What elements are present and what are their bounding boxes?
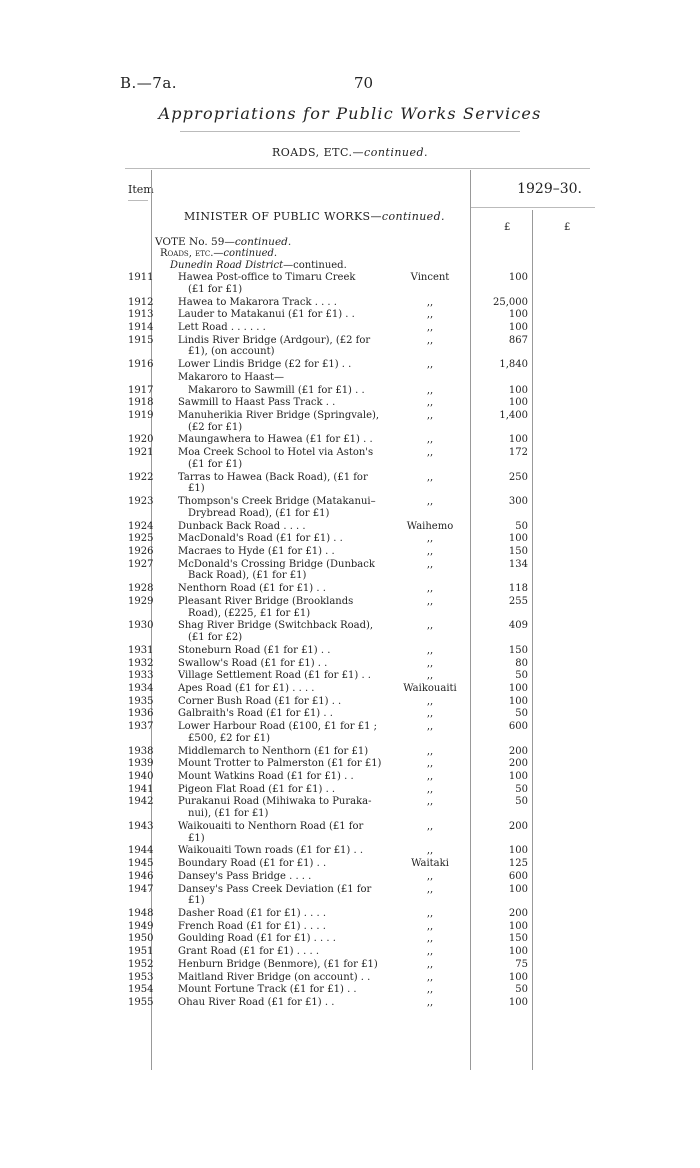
amount: 100 xyxy=(508,845,528,857)
amount: 200 xyxy=(508,745,528,757)
amount: 150 xyxy=(508,644,528,656)
electorate: ,, xyxy=(426,670,434,682)
electorate: ,, xyxy=(426,820,434,832)
description-line: Lower Harbour Road (£100, £1 for £1 ; xyxy=(178,721,378,733)
amount: 150 xyxy=(508,546,528,557)
electorate: ,, xyxy=(426,695,434,707)
amount: 250 xyxy=(508,471,528,483)
vote-heading: VOTE No. 59—continued. xyxy=(155,236,292,248)
description-line: Dasher Road (£1 for £1) . . . . xyxy=(178,908,327,919)
item-description xyxy=(178,372,382,384)
description-line: Stoneburn Road (£1 for £1) . . xyxy=(178,644,331,656)
year-rule xyxy=(470,207,595,208)
item-description xyxy=(178,784,382,796)
electorate: ,, xyxy=(426,933,434,945)
pound-header-2: £ xyxy=(564,222,571,233)
electorate: ,, xyxy=(426,845,434,857)
description-line: Grant Road (£1 for £1) . . . . xyxy=(178,946,320,958)
amount: 125 xyxy=(508,858,528,870)
description-line: Mount Trotter to Palmerston (£1 for £1) xyxy=(178,758,382,770)
amount: 100 xyxy=(508,321,528,333)
item-description xyxy=(178,683,382,695)
electorate: ,, xyxy=(426,321,434,333)
item-number: 1936 xyxy=(128,708,154,720)
description-line: Maungawhera to Hawea (£1 for £1) . . xyxy=(178,434,373,446)
description-line: £1), (on account) xyxy=(188,346,275,358)
amount: 100 xyxy=(508,533,528,545)
item-description xyxy=(178,297,382,309)
amount: 600 xyxy=(508,721,528,733)
item-number: 1927 xyxy=(128,558,154,570)
description-line: Lower Lindis Bridge (£2 for £1) . . xyxy=(178,359,352,371)
electorate: ,, xyxy=(426,384,434,396)
electorate: ,, xyxy=(426,447,434,459)
report-code: B.—7a. xyxy=(120,74,178,92)
item-description xyxy=(178,771,382,783)
item-description xyxy=(178,972,382,984)
description-line: (£2 for £1) xyxy=(188,421,243,433)
item-description xyxy=(178,546,382,558)
amount: 255 xyxy=(508,595,528,607)
item-description xyxy=(178,309,382,321)
electorate: ,, xyxy=(426,958,434,970)
description-line: Mount Fortune Track (£1 for £1) . . xyxy=(178,984,357,996)
item-number: 1925 xyxy=(128,533,154,545)
description-line: Swallow's Road (£1 for £1) . . xyxy=(178,657,328,669)
description-line: Manuherikia River Bridge (Springvale), xyxy=(178,409,380,421)
item-number: 1934 xyxy=(128,683,154,694)
description-line: Boundary Road (£1 for £1) . . xyxy=(178,858,327,870)
amount: 867 xyxy=(508,334,528,346)
description-line: Macraes to Hyde (£1 for £1) . . xyxy=(178,546,335,557)
item-number: 1922 xyxy=(128,471,154,483)
electorate: ,, xyxy=(426,657,434,669)
item-description xyxy=(178,385,382,397)
item-number: 1913 xyxy=(128,309,154,321)
item-number: 1942 xyxy=(128,796,154,808)
amount: 50 xyxy=(515,984,528,996)
amount: 50 xyxy=(515,520,528,532)
electorate: ,, xyxy=(426,309,434,321)
description-line: Henburn Bridge (Benmore), (£1 for £1) xyxy=(178,958,378,970)
item-number: 1945 xyxy=(128,858,154,870)
electorate: ,, xyxy=(426,971,434,983)
item-number: 1939 xyxy=(128,758,154,770)
description-line: McDonald's Crossing Bridge (Dunback xyxy=(178,558,375,570)
item-description xyxy=(178,871,382,883)
description-line: Sawmill to Haast Pass Track . . xyxy=(178,397,336,409)
description-line: Maitland River Bridge (on account) . . xyxy=(178,971,371,983)
title-rule xyxy=(180,131,520,132)
item-description xyxy=(178,858,382,870)
item-number: 1943 xyxy=(128,820,154,832)
item-number: 1914 xyxy=(128,321,154,333)
item-number: 1952 xyxy=(128,958,154,970)
description-line: £1) xyxy=(188,483,205,495)
description-line: Makaroro to Haast— xyxy=(178,371,285,383)
item-description xyxy=(178,359,382,371)
electorate: ,, xyxy=(426,409,434,421)
item-description xyxy=(178,884,382,908)
electorate: ,, xyxy=(426,745,434,757)
description-line: Hawea Post-office to Timaru Creek xyxy=(178,272,356,283)
roads-heading: Roads, etc.—continued. xyxy=(160,248,278,259)
item-description xyxy=(178,670,382,682)
description-line: Drybread Road), (£1 for £1) xyxy=(188,507,330,519)
electorate: ,, xyxy=(426,546,434,557)
header-rule-top xyxy=(125,168,590,169)
description-line: MacDonald's Road (£1 for £1) . . xyxy=(178,533,343,545)
electorate: ,, xyxy=(426,984,434,996)
item-number: 1912 xyxy=(128,296,154,308)
amount: 100 xyxy=(508,695,528,707)
amount: 100 xyxy=(508,272,528,283)
electorate: ,, xyxy=(426,620,434,632)
description-line: French Road (£1 for £1) . . . . xyxy=(178,920,326,932)
item-description xyxy=(178,645,382,657)
description-line: £1) xyxy=(188,895,205,907)
electorate: Waihemo xyxy=(406,520,454,532)
electorate: Vincent xyxy=(410,272,450,283)
amount: 409 xyxy=(508,620,528,632)
item-number: 1947 xyxy=(128,883,154,895)
electorate: ,, xyxy=(426,334,434,346)
description-line: Waikouaiti to Nenthorn Road (£1 for xyxy=(178,820,364,832)
amount: 600 xyxy=(508,870,528,882)
item-description xyxy=(178,533,382,545)
description-line: Village Settlement Road (£1 for £1) . . xyxy=(178,670,371,682)
electorate: ,, xyxy=(426,595,434,607)
description-line: Pleasant River Bridge (Brooklands xyxy=(178,595,354,607)
amount: 25,000 xyxy=(493,296,528,308)
description-line: Makaroro to Sawmill (£1 for £1) . . xyxy=(188,384,365,396)
item-number: 1944 xyxy=(128,845,154,857)
item-number: 1926 xyxy=(128,546,154,557)
item-number: 1940 xyxy=(128,771,154,782)
description-line: Middlemarch to Nenthorn (£1 for £1) xyxy=(178,745,369,757)
electorate: ,, xyxy=(426,870,434,882)
item-number: 1921 xyxy=(128,447,154,459)
item-number: 1920 xyxy=(128,434,154,446)
pound-header-1: £ xyxy=(504,222,511,233)
item-number: 1948 xyxy=(128,908,154,919)
amount: 50 xyxy=(515,708,528,720)
ministry-heading: MINISTER OF PUBLIC WORKS—continued. xyxy=(184,210,445,223)
item-underline xyxy=(128,200,148,201)
item-number: 1923 xyxy=(128,496,154,508)
electorate: ,, xyxy=(426,883,434,895)
amount: 100 xyxy=(508,996,528,1008)
description-line: Nenthorn Road (£1 for £1) . . xyxy=(178,583,326,595)
amount: 100 xyxy=(508,946,528,958)
electorate: ,, xyxy=(426,558,434,570)
description-line: Purakanui Road (Mihiwaka to Puraka- xyxy=(178,796,372,808)
item-number: 1931 xyxy=(128,644,154,656)
electorate: ,, xyxy=(426,783,434,795)
electorate: ,, xyxy=(426,471,434,483)
page-title: Appropriations for Public Works Services xyxy=(158,104,542,123)
description-line: Corner Bush Road (£1 for £1) . . xyxy=(178,695,342,707)
item-number: 1951 xyxy=(128,946,154,958)
amount: 300 xyxy=(508,496,528,508)
electorate: ,, xyxy=(426,397,434,409)
description-line: (£1 for £1) xyxy=(188,458,243,470)
description-line: Apes Road (£1 for £1) . . . . xyxy=(178,683,315,694)
item-description xyxy=(178,946,382,958)
description-line: Lauder to Matakanui (£1 for £1) . . xyxy=(178,309,355,321)
electorate: ,, xyxy=(426,920,434,932)
item-number: 1917 xyxy=(128,384,154,396)
item-number: 1928 xyxy=(128,583,154,595)
item-number: 1953 xyxy=(128,971,154,983)
item-number: 1915 xyxy=(128,334,154,346)
item-description xyxy=(178,921,382,933)
description-line: Ohau River Road (£1 for £1) . . xyxy=(178,996,335,1008)
description-line: £1) xyxy=(188,832,205,844)
item-number: 1932 xyxy=(128,657,154,669)
amount: 100 xyxy=(508,883,528,895)
amount: 134 xyxy=(508,558,528,570)
item-description xyxy=(178,933,382,945)
district-heading: Dunedin Road District—continued. xyxy=(170,260,347,271)
description-line: Shag River Bridge (Switchback Road), xyxy=(178,620,374,632)
amount: 100 xyxy=(508,384,528,396)
item-description xyxy=(178,959,382,971)
item-description xyxy=(178,821,382,845)
amount: 118 xyxy=(508,583,528,595)
item-description xyxy=(178,908,382,920)
amount: 50 xyxy=(515,670,528,682)
amount-subcolumn-divider xyxy=(532,210,533,1070)
amount: 150 xyxy=(508,933,528,945)
item-number: 1935 xyxy=(128,695,154,707)
amount: 75 xyxy=(515,958,528,970)
item-description xyxy=(178,620,382,644)
electorate: ,, xyxy=(426,496,434,508)
amount: 200 xyxy=(508,758,528,770)
year-column-header: 1929–30. xyxy=(517,181,582,197)
page-number: 70 xyxy=(354,74,374,92)
amount: 50 xyxy=(515,783,528,795)
description-line: Mount Watkins Road (£1 for £1) . . xyxy=(178,771,354,782)
section-title: ROADS, ETC.—continued. xyxy=(271,146,429,159)
item-description xyxy=(178,596,382,620)
item-number: 1950 xyxy=(128,933,154,945)
electorate: ,, xyxy=(426,946,434,958)
amount-column-divider xyxy=(470,170,471,1070)
description-line: Waikouaiti Town roads (£1 for £1) . . xyxy=(178,845,364,857)
description-line: Hawea to Makarora Track . . . . xyxy=(178,296,337,308)
item-number: 1924 xyxy=(128,520,154,532)
electorate: ,, xyxy=(426,533,434,545)
electorate: ,, xyxy=(426,296,434,308)
amount: 100 xyxy=(508,920,528,932)
electorate: ,, xyxy=(426,721,434,733)
item-description xyxy=(178,496,382,520)
item-description xyxy=(178,696,382,708)
description-line: Lindis River Bridge (Ardgour), (£2 for xyxy=(178,334,371,346)
electorate: ,, xyxy=(426,708,434,720)
electorate: ,, xyxy=(426,758,434,770)
electorate: ,, xyxy=(426,359,434,371)
description-line: Dansey's Pass Bridge . . . . xyxy=(178,870,312,882)
item-number: 1941 xyxy=(128,783,154,795)
item-column-header: Item xyxy=(128,183,154,196)
description-line: Galbraith's Road (£1 for £1) . . xyxy=(178,708,333,720)
item-description xyxy=(178,997,382,1009)
amount: 100 xyxy=(508,771,528,782)
item-number: 1937 xyxy=(128,721,154,733)
description-line: Dunback Back Road . . . . xyxy=(178,520,306,532)
amount: 100 xyxy=(508,397,528,409)
amount: 100 xyxy=(508,434,528,446)
item-description xyxy=(178,758,382,770)
item-number: 1919 xyxy=(128,409,154,421)
electorate: ,, xyxy=(426,771,434,782)
electorate: ,, xyxy=(426,434,434,446)
item-description xyxy=(178,335,382,359)
item-description xyxy=(178,721,382,745)
item-number: 1949 xyxy=(128,920,154,932)
description-line: Road), (£225, £1 for £1) xyxy=(188,607,311,619)
amount: 100 xyxy=(508,683,528,694)
item-description xyxy=(178,583,382,595)
item-description xyxy=(178,434,382,446)
item-description xyxy=(178,272,382,296)
description-line: Pigeon Flat Road (£1 for £1) . . xyxy=(178,783,336,795)
electorate: ,, xyxy=(426,583,434,595)
item-number: 1955 xyxy=(128,996,154,1008)
item-number: 1929 xyxy=(128,595,154,607)
item-description xyxy=(178,984,382,996)
item-number: 1911 xyxy=(128,272,154,283)
description-line: Moa Creek School to Hotel via Aston's xyxy=(178,447,374,459)
item-description xyxy=(178,708,382,720)
item-description xyxy=(178,322,382,334)
item-description xyxy=(178,521,382,533)
electorate: ,, xyxy=(426,644,434,656)
item-number: 1938 xyxy=(128,745,154,757)
item-description xyxy=(178,796,382,820)
amount: 1,840 xyxy=(499,359,528,371)
item-description xyxy=(178,746,382,758)
item-number: 1946 xyxy=(128,870,154,882)
item-description xyxy=(178,410,382,434)
electorate: Waitaki xyxy=(411,858,449,870)
amount: 50 xyxy=(515,796,528,808)
amount: 1,400 xyxy=(499,409,528,421)
item-number: 1954 xyxy=(128,984,154,996)
amount: 100 xyxy=(508,971,528,983)
description-line: Lett Road . . . . . . xyxy=(178,321,266,333)
electorate: ,, xyxy=(426,908,434,919)
item-description xyxy=(178,845,382,857)
description-line: Dansey's Pass Creek Deviation (£1 for xyxy=(178,883,372,895)
amount: 172 xyxy=(508,447,528,459)
item-number: 1916 xyxy=(128,359,154,371)
description-line: (£1 for £2) xyxy=(188,632,243,644)
item-number: 1918 xyxy=(128,397,154,409)
item-number: 1933 xyxy=(128,670,154,682)
item-description xyxy=(178,447,382,471)
electorate: ,, xyxy=(426,996,434,1008)
amount: 200 xyxy=(508,820,528,832)
electorate: Waikouaiti xyxy=(403,683,457,694)
item-description xyxy=(178,658,382,670)
description-line: Thompson's Creek Bridge (Matakanui– xyxy=(178,496,376,508)
description-line: Back Road), (£1 for £1) xyxy=(188,570,307,582)
amount: 100 xyxy=(508,309,528,321)
description-line: (£1 for £1) xyxy=(188,283,243,295)
item-description xyxy=(178,397,382,409)
item-number: 1930 xyxy=(128,620,154,632)
amount: 200 xyxy=(508,908,528,919)
description-line: nui), (£1 for £1) xyxy=(188,808,269,820)
description-line: £500, £2 for £1) xyxy=(188,732,271,744)
description-line: Tarras to Hawea (Back Road), (£1 for xyxy=(178,471,368,483)
amount: 80 xyxy=(515,657,528,669)
item-description xyxy=(178,472,382,496)
description-line: Goulding Road (£1 for £1) . . . . xyxy=(178,933,336,945)
item-description xyxy=(178,559,382,583)
electorate: ,, xyxy=(426,796,434,808)
